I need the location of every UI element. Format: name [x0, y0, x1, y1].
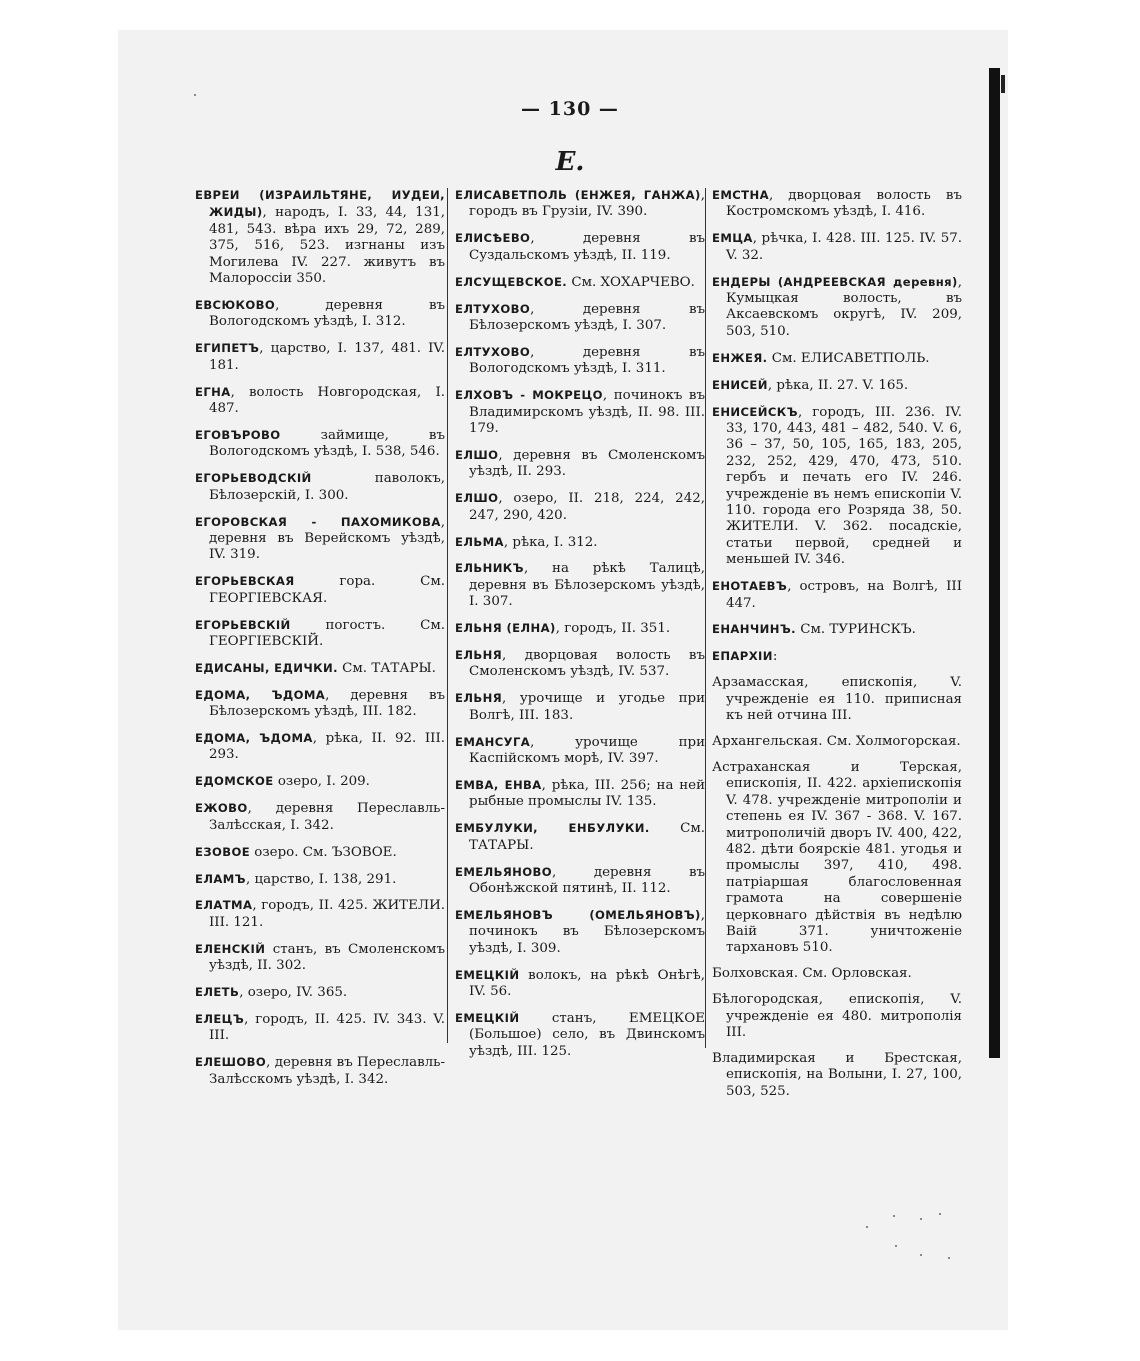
index-entry	[195, 660, 445, 677]
entry-headword: ЕВРЕИ (ИЗРАИЛЬТЯНЕ, ИУДЕИ, ЖИДЫ)	[195, 188, 445, 220]
entry-headword: ЕЛШО	[455, 491, 499, 506]
index-entry	[712, 760, 962, 957]
entry-text: , деревня въ Смоленскомъ уѣздѣ, II. 293.	[469, 447, 705, 480]
entry-text: , городъ, II. 425. ЖИТЕЛИ. III. 121.	[209, 898, 445, 930]
entry-headword: ЕВСЮКОВО	[195, 297, 276, 312]
entry-headword: ЕЛХОВЪ - МОКРЕЦО	[455, 388, 603, 403]
index-entry	[455, 1010, 705, 1060]
entry-headword: ЕЛЕШОВО	[195, 1055, 267, 1070]
entry-headword: ЕМЕЛЬЯНОВО	[455, 864, 553, 879]
entry-headword: ЕНДЕРЫ (АНДРЕЕВСКАЯ деревня)	[712, 274, 958, 289]
entry-headword: ЕНАНЧИНЪ.	[712, 622, 796, 637]
index-entry	[712, 621, 962, 638]
print-speck	[920, 1218, 922, 1220]
entry-headword: ЕЛАМЪ	[195, 871, 246, 886]
entry-text: , рѣка, I. 312.	[503, 534, 598, 550]
index-entry	[712, 350, 962, 367]
entry-text: , царство, I. 137, 481. IV. 181.	[209, 341, 445, 373]
entry-text: Бѣлогородская, епископія, V. учрежденіе ея 480. митрополія III.	[712, 992, 962, 1040]
index-entry	[455, 344, 705, 378]
index-entry	[712, 966, 962, 982]
index-entry	[455, 967, 705, 1001]
entry-headword: ЕЛАТМА	[195, 898, 253, 913]
entry-headword: ЕМСТНА	[712, 188, 769, 202]
entry-text: См. ХОХАРЧЕВО.	[567, 274, 695, 290]
page-number: — 130 —	[521, 98, 619, 120]
entry-text: , озеро, II. 218, 224, 242, 247, 290, 420.	[469, 491, 705, 523]
entry-headword: ЕГОРОВСКАЯ - ПАХОМИКОВА	[195, 514, 441, 529]
section-letter: Е.	[555, 147, 585, 177]
entry-headword: ЕЛЕТЬ	[195, 985, 240, 1000]
entry-text: озеро. См. ЪЗОВОЕ.	[250, 844, 397, 860]
entry-headword: ЕПАРХІИ	[712, 649, 773, 664]
entry-text: , городъ, II. 425. IV. 343. V. III.	[209, 1011, 445, 1044]
entry-text: , царство, I. 138, 291.	[245, 871, 397, 887]
index-entry	[455, 447, 705, 481]
entry-headword: ЕМАНСУГА	[455, 734, 531, 749]
print-speck	[194, 94, 196, 96]
index-entry	[195, 897, 445, 931]
index-entry	[712, 404, 962, 569]
entry-text: , починокъ въ Бѣлозерскомъ уѣздѣ, I. 309.	[469, 907, 705, 956]
entry-text: Владимирская и Брестская, епископія, на Волыни, I. 27, 100, 503, 525.	[712, 1050, 962, 1099]
entry-text: , урочище при Каспійскомъ морѣ, IV. 397.	[469, 734, 705, 767]
index-entry	[195, 1011, 445, 1045]
print-speck	[895, 1245, 897, 1247]
index-entry	[195, 384, 445, 418]
entry-text: , деревня въ Вологодскомъ уѣздѣ, I. 311.	[469, 344, 705, 377]
entry-headword: ЕМЕЛЬЯНОВЪ (ОМЕЛЬЯНОВЪ)	[455, 907, 701, 922]
entry-text: :	[772, 649, 778, 665]
entry-text: , деревня въ Вологодскомъ уѣздѣ, I. 312.	[209, 297, 445, 330]
entry-text: паволокъ, Бѣлозерскій, I. 300.	[209, 471, 445, 503]
index-entry	[195, 514, 445, 564]
index-entry	[455, 387, 705, 437]
index-entry	[195, 297, 445, 331]
index-entry	[712, 992, 962, 1041]
entry-headword: ЕГИПЕТЪ	[195, 341, 260, 356]
entry-text: , на рѣкѣ Талицѣ, деревня въ Бѣлозерскомъ уѣздѣ, I. 307.	[469, 561, 705, 610]
entry-headword: ЕМЕЦКІЙ	[455, 1010, 520, 1025]
index-entry	[195, 844, 445, 861]
entry-headword: ЕДОМСКОЕ	[195, 774, 274, 789]
entry-text: станъ, въ Смоленскомъ уѣздѣ, II. 302.	[209, 941, 445, 974]
index-entry	[455, 490, 705, 524]
index-entry	[195, 340, 445, 374]
binding-edge-mark	[1001, 75, 1005, 93]
column-divider	[705, 188, 706, 1048]
entry-headword: ЕГОРЬЕВОДСКІЙ	[195, 471, 312, 486]
entry-text: гора. См. ГЕОРГІЕВСКАЯ.	[209, 574, 445, 606]
entry-text: погостъ. См. ГЕОРГІЕВСКІЙ.	[209, 617, 445, 649]
entry-headword: ЕЛЬНИКЪ	[455, 561, 524, 576]
entry-text: , починокъ въ Владимирскомъ уѣздѣ, II. 98. III. 179.	[469, 388, 705, 436]
print-speck	[948, 1257, 950, 1259]
entry-text: , озеро, IV. 365.	[239, 985, 348, 1001]
entry-headword: ЕГОРЬЕВСКАЯ	[195, 574, 295, 589]
index-entry	[455, 864, 705, 898]
entry-headword: ЕЛИСАВЕТПОЛЬ (ЕНЖЕЯ, ГАНЖА)	[455, 188, 701, 202]
index-entry	[195, 1054, 445, 1088]
index-entry	[455, 301, 705, 335]
index-entry	[712, 675, 962, 724]
index-entry	[195, 800, 445, 834]
index-column-1	[195, 187, 445, 1098]
entry-text: , Кумыцкая волость, въ Аксаевскомъ округѣ, IV. 209, 503, 510.	[726, 274, 962, 339]
entry-text: , рѣка, II. 27. V. 165.	[767, 377, 909, 393]
index-entry	[712, 578, 962, 612]
index-entry	[455, 534, 705, 551]
entry-headword: ЕМВА, ЕНВА	[455, 777, 542, 792]
index-entry	[195, 871, 445, 888]
index-entry	[712, 1051, 962, 1100]
entry-headword: ЕЛШО	[455, 447, 499, 462]
entry-headword: ЕНЖЕЯ.	[712, 350, 768, 365]
entry-headword: ЕДИСАНЫ, ЕДИЧКИ.	[195, 660, 338, 675]
entry-text: , деревня въ Обонѣжской пятинѣ, II. 112.	[469, 864, 705, 896]
entry-text: , городъ въ Грузіи, IV. 390.	[469, 188, 705, 220]
entry-headword: ЕГОВЪРОВО	[195, 427, 281, 442]
entry-text: озеро, I. 209.	[273, 774, 370, 790]
entry-headword: ЕЛСУЩЕВСКОЕ.	[455, 274, 568, 289]
index-entry	[195, 687, 445, 721]
entry-text: Архангельская. См. Холмогорская.	[712, 733, 961, 749]
index-entry	[455, 187, 705, 221]
entry-text: , волость Новгородская, I. 487.	[209, 384, 445, 416]
entry-text: волокъ, на рѣкѣ Онѣгѣ, IV. 56.	[469, 967, 705, 1000]
index-entry	[712, 274, 962, 341]
index-entry	[712, 377, 962, 394]
index-column-3	[712, 187, 962, 1110]
index-entry	[455, 734, 705, 768]
index-entry	[195, 187, 445, 287]
entry-headword: ЕЛТУХОВО	[455, 344, 531, 359]
index-column-2	[455, 187, 705, 1070]
entry-text: , островъ, на Волгѣ, III 447.	[726, 579, 962, 611]
index-entry	[455, 777, 705, 811]
entry-headword: ЕЛТУХОВО	[455, 301, 531, 316]
entry-headword: ЕНОТАЕВЪ	[712, 579, 788, 594]
entry-headword: ЕЛИСѢЕВО	[455, 231, 531, 246]
index-entry	[455, 647, 705, 681]
index-entry	[455, 690, 705, 724]
entry-text: , рѣка, II. 92. III. 293.	[209, 731, 446, 763]
entry-text: , деревня въ Суздальскомъ уѣздѣ, II. 119.	[469, 231, 705, 263]
entry-headword: ЕЗОВОЕ	[195, 844, 251, 859]
entry-text: , деревня въ Бѣлозерскомъ уѣздѣ, I. 307.	[469, 301, 705, 333]
index-entry	[195, 427, 445, 461]
index-entry	[455, 230, 705, 264]
index-entry	[455, 620, 705, 637]
index-entry	[195, 470, 445, 504]
entry-text: , деревня Переславль-Залѣсская, I. 342.	[209, 801, 445, 833]
entry-headword: ЕЛЬНЯ (ЕЛНА)	[455, 621, 556, 636]
entry-headword: ЕЛЕЦЪ	[195, 1011, 245, 1026]
entry-headword: ЕНИСЕЙ	[712, 377, 768, 392]
entry-text: Арзамасская, епископія, V. учрежденіе ея 110. приписная къ ней отчина III.	[712, 675, 962, 724]
entry-text: , народъ, I. 33, 44, 131, 481, 543. вѣра ихъ 29, 72, 289, 375, 516, 523. изгнаны изъ Могилева IV. 227. живутъ въ Малороссіи 350.	[209, 205, 445, 287]
entry-text: , рѣка, III. 256; на ней рыбные промыслы IV. 135.	[469, 777, 705, 810]
index-entry	[195, 730, 445, 764]
index-entry	[195, 773, 445, 790]
print-speck	[939, 1213, 941, 1215]
entry-text: См. ЕЛИСАВЕТПОЛЬ.	[767, 350, 930, 366]
index-entry	[455, 274, 705, 291]
index-entry	[712, 734, 962, 750]
entry-text: , урочище и угодье при Волгѣ, III. 183.	[469, 691, 705, 723]
index-entry	[195, 941, 445, 975]
index-entry	[195, 984, 445, 1001]
entry-text: , городъ, II. 351.	[555, 621, 671, 637]
print-speck	[866, 1226, 868, 1228]
index-entry	[712, 187, 962, 221]
print-speck	[920, 1254, 922, 1256]
entry-headword: ЕГОРЬЕВСКІЙ	[195, 617, 291, 632]
print-speck	[893, 1215, 895, 1217]
entry-text: , деревня въ Переславль-Залѣсскомъ уѣздѣ, I. 342.	[209, 1055, 445, 1087]
entry-headword: ЕДОМА, ЪДОМА	[195, 731, 313, 746]
index-entry	[455, 907, 705, 957]
index-entry	[195, 573, 445, 607]
entry-text: , рѣчка, I. 428. III. 125. IV. 57. V. 32.	[726, 231, 962, 263]
entry-headword: ЕЛЬНЯ	[455, 648, 503, 663]
entry-headword: ЕМБУЛУКИ, ЕНБУЛУКИ.	[455, 821, 650, 836]
entry-headword: ЕНИСЕЙСКЪ	[712, 404, 798, 419]
entry-headword: ЕГНА	[195, 384, 231, 399]
entry-headword: ЕМЕЦКІЙ	[455, 967, 520, 982]
entry-text: См. ТАТАРЫ.	[337, 660, 436, 676]
entry-text: , дворцовая волость въ Костромскомъ уѣздѣ, I. 416.	[726, 188, 962, 220]
entry-text: , деревня въ Бѣлозерскомъ уѣздѣ, III. 182.	[209, 687, 445, 720]
entry-headword: ЕЛЬМА	[455, 534, 504, 549]
index-entry	[712, 230, 962, 264]
entry-text: станъ, ЕМЕЦКОЕ (Большое) село, въ Двинскомъ уѣздѣ, III. 125.	[469, 1010, 705, 1059]
entry-headword: ЕМЦА	[712, 231, 753, 246]
entry-text: , деревня въ Верейскомъ уѣздѣ, IV. 319.	[209, 514, 445, 563]
entry-text: См. ТУРИНСКЪ.	[795, 622, 916, 638]
index-entry	[455, 820, 705, 854]
entry-text: См. ТАТАРЫ.	[469, 821, 705, 853]
index-entry	[195, 617, 445, 651]
binding-edge	[989, 68, 1000, 1058]
entry-headword: ЕЖОВО	[195, 801, 248, 816]
entry-text: , дворцовая волость въ Смоленскомъ уѣздѣ, IV. 537.	[469, 648, 705, 680]
entry-headword: ЕЛЬНЯ	[455, 691, 503, 706]
entry-text: , городъ, III. 236. IV. 33, 170, 443, 481 – 482, 540. V. 6, 36 – 37, 50, 105, 165, 183, 205, 232, 252, 429, 470, 473, 510. гербъ и печать его IV. 246. учрежденіе въ немъ епископіи V. 110. города его Розряда 38, 50. ЖИТЕЛИ. V. 362. посадскіе, статьи первой, средней и меньшей IV. 346.	[726, 404, 962, 568]
index-entry	[712, 648, 962, 665]
entry-headword: ЕЛЕНСКІЙ	[195, 941, 266, 956]
entry-text: Астраханская и Терская, епископія, II. 422. архіепископія V. 478. учрежденіе митрополіи и степень ея IV. 367 - 368. V. 167. митрополичій дворъ IV. 400, 422, 482. дѣти боярскіе 481. угодья и промыслы 397, 410, 498. патріаршая благословенная грамота на совершеніе церковнаго дѣйствія въ недѣлю Ваій 371. уничтоженіе тархановъ 510.	[712, 759, 962, 956]
entry-headword: ЕДОМА, ЪДОМА	[195, 687, 326, 702]
entry-text: Болховская. См. Орловская.	[712, 966, 912, 982]
column-divider	[447, 188, 448, 1043]
entry-text: займище, въ Вологодскомъ уѣздѣ, I. 538, 546.	[209, 427, 445, 460]
index-entry	[455, 560, 705, 610]
